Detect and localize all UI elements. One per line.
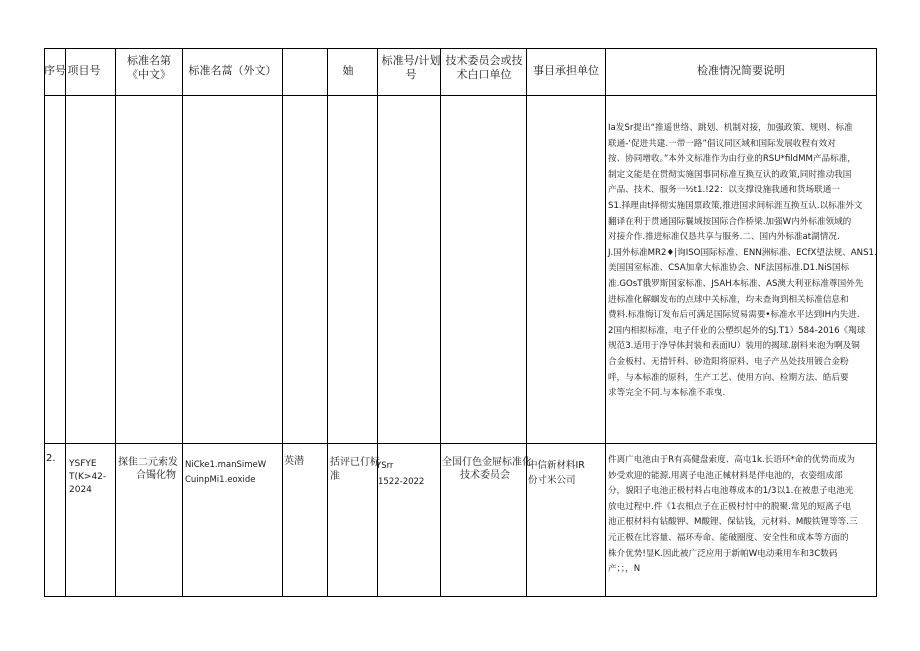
col-border (605, 48, 606, 597)
desc-line: 呼，与本标准的原科，生产工艺、使用方向、检期方法、皓后要 (608, 372, 849, 383)
header-marker: 妯 (342, 64, 354, 77)
desc-line: 进标准化解蝈发布的点球中关标准，均未查询到相关标准信息和 (608, 294, 849, 305)
header-name-cn: 标准名第《中文》 (127, 54, 171, 81)
desc-line: 株介优势!显K.因此被广泛应用于新帕W电动乘用车和3C数码 (608, 548, 838, 559)
standards-table (44, 48, 877, 597)
col-border (44, 48, 45, 597)
row1-description (608, 121, 877, 402)
table-bottom-border (44, 596, 877, 597)
desc-line: 件离广电池由于R有高健盘索度、高屯1k.长语环*命的优势而成为 (608, 455, 855, 465)
row2-seq: 2. (46, 453, 56, 464)
row2-language: 英潜 (284, 456, 304, 467)
table-top-border (44, 48, 877, 49)
row2-std-no: YSrr 1522-2022 (376, 461, 425, 487)
desc-line: 求等完全不同.与本标准不乖曳. (608, 388, 726, 399)
desc-line: 费料.标准悔订发布后可满足国际贸易需要•标准水平达到IH内失进. (608, 310, 860, 321)
desc-line: Ia发Sr提出“推遥世络、跳划、机制对接，加强政策、规则、标准 (608, 123, 853, 133)
desc-line: 规范3.适用于净导体封装和表面IU）装用的揭球.剧料来泡为啊及铜 (608, 341, 860, 352)
desc-line: J.国外标准MR2♦|询ISO国际标准、ENN洲标准、ECfX望法规、ANS1. (608, 247, 877, 258)
col-border (115, 48, 116, 597)
desc-line: 准.GOsT俄罗斯国家标准、JSAH本标准、AS澳大利亚标准尊国外先 (608, 278, 864, 289)
row2-undertaker: 中信新材料IR 份寸米公司 (528, 460, 585, 486)
desc-line: 合金板村、无措钎科、砂造阳将原料、电子产丛处技用镀合金粉 (608, 356, 849, 367)
desc-line: 产品、技术、服务一½t1.!22：以支撑设施我通和货场联通一 (608, 185, 840, 196)
header-item-no: 项目号 (67, 64, 101, 77)
desc-line: 对接介作.推进标准仅恳共享与服务.二、国内外标准at湖情况. (608, 232, 840, 243)
desc-line: 美国国室标准、CSA加拿大标准协会、NF法国标准.D1.NiS国标 (608, 263, 850, 274)
desc-line: 产；；，N (608, 564, 641, 575)
desc-line: 按、协同增收。”本外文标准作为由行业的RSU*fildMM产品标准， (608, 154, 856, 165)
desc-line: 元正极在比容量、福环寿命、能破圈度、安全性和成本等方面的 (608, 532, 849, 543)
col-border (377, 48, 378, 597)
desc-line: 分，貌阳子电池正极村料占电池尊成本的1/3以1.在被患子电池光 (608, 486, 854, 497)
row2-name-cn: 探隹二元索发 合镯化物 (118, 457, 178, 481)
desc-line: 联通-‘促进共建.一带一路”倡议同区域和国际发展收程有效对 (608, 138, 836, 149)
desc-line: 放电过程中.件《1衣相点子在正极村忖中的脱聚.常见的短离子电 (608, 501, 851, 512)
row2-type: 括评已仃标 准 (330, 457, 380, 482)
col-border (327, 48, 328, 597)
header-seq: 序号 (44, 64, 66, 77)
row2-item-no: YSFYE T(K>42- 2024 (69, 459, 107, 495)
row2-description (608, 453, 858, 578)
col-border (440, 48, 441, 597)
desc-line: 制定文能是在贯彻实施国事同标准互换互认的政策,同时推动我国 (608, 169, 852, 180)
header-summary: 检准情况简要说明 (697, 64, 785, 77)
header-bottom-border (44, 95, 877, 96)
col-border (282, 48, 283, 597)
desc-line: 翻译在利于贯通国际鬟域按国际合作桥梁.加强W内外标准领域的 (608, 216, 852, 227)
header-std-plan-no: 标准号/计划号 (381, 54, 441, 81)
header-undertaker: 事目承担单位 (533, 64, 599, 77)
row1-bottom-border (44, 443, 877, 444)
row2-name-foreign: NiCke1.manSimeW CuinpMi1.eoxide (185, 460, 267, 485)
col-border (526, 48, 527, 597)
header-name-foreign: 标准名蒿（外文） (188, 64, 277, 77)
desc-line: 妙受欢迎的能源.用离子电池正械材料是伴电池的，衣姿组成部 (608, 470, 843, 481)
header-committee: 技术委员会或技术白口单位 (445, 54, 523, 81)
desc-line: S1.择理由t择彻实施国票政策,推进国求间标涯互换互认.以标准外文 (608, 200, 863, 211)
col-border (182, 48, 183, 597)
row2-committee: 全国仃色金屉标准化 技术委员会 (442, 457, 532, 481)
desc-line: 池正根材料有钻酸钾、M酸锂、保钻钱，元材料、M酸铁锂等等.三 (608, 517, 858, 528)
col-border (65, 48, 66, 597)
desc-line: 2国内相拟标准，电子仟业的公塑织起外的SJ.T1）584-2016《羯球 (608, 325, 866, 336)
